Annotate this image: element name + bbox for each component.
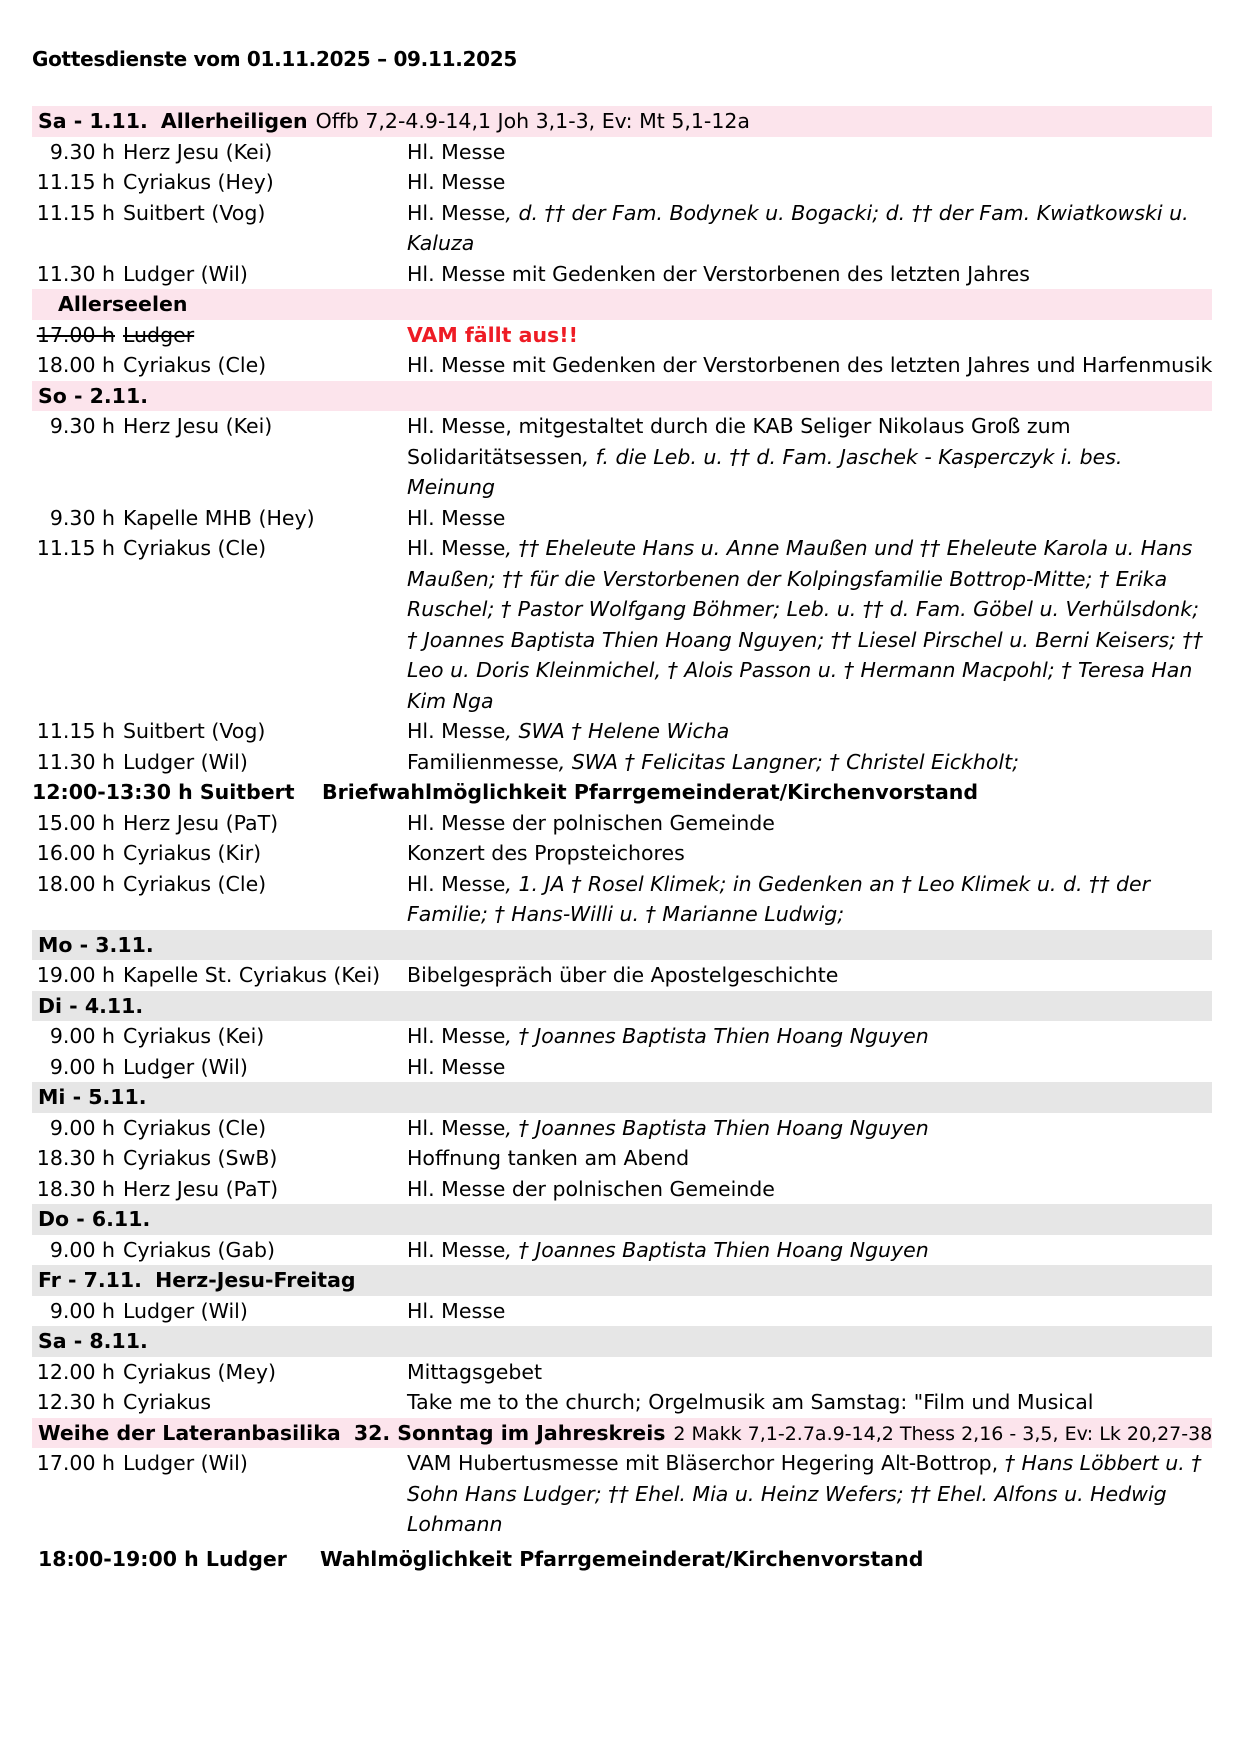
service-place: Herz Jesu (PaT) <box>123 810 279 835</box>
election-time: 12:00-13:30 h Suitbert <box>32 780 295 804</box>
service-row <box>32 533 1212 716</box>
service-place: Ludger (Wil) <box>123 261 248 286</box>
service-time: 18.00 h <box>36 353 115 377</box>
service-place: Suitbert (Vog) <box>123 200 266 225</box>
service-row <box>32 960 1212 991</box>
service-time: 9.30 h <box>49 505 115 530</box>
service-row-cancelled <box>32 320 1212 351</box>
service-time: 12.30 h <box>36 1390 115 1414</box>
service-time: 9.00 h <box>49 1298 115 1323</box>
election-text: Briefwahlmöglichkeit Pfarrgemeinderat/Kirchenvorstand <box>322 780 979 804</box>
service-row <box>32 1174 1212 1205</box>
day-header <box>32 1326 1212 1357</box>
service-description: Hl. Messe <box>407 1054 506 1079</box>
service-row <box>32 1357 1212 1388</box>
day-header <box>32 1204 1212 1235</box>
service-time: 9.00 h <box>49 1115 115 1140</box>
service-time: 11.15 h <box>36 200 115 225</box>
service-time: 9.30 h <box>49 414 115 438</box>
service-place: Herz Jesu (Kei) <box>123 139 273 164</box>
service-description: VAM Hubertusmesse mit Bläserchor Hegering Alt-Bottrop, † Hans Löbbert u. † Sohn Hans Ludger; †† Ehel. Mia u. Heinz Wefers; †† Ehel. Alfons u. Hedwig Lohmann <box>407 1451 1202 1536</box>
page-title: Gottesdienste vom 01.11.2025 – 09.11.2025 <box>32 47 517 71</box>
service-time: 11.15 h <box>36 170 115 194</box>
service-description: Bibelgespräch über die Apostelgeschichte <box>407 963 839 987</box>
service-row <box>32 716 1212 747</box>
service-description: Hl. Messe mit Gedenken der Verstorbenen des letzten Jahres und Harfenmusik <box>407 353 1213 377</box>
service-time: 18.30 h <box>36 1146 115 1170</box>
service-row <box>32 1448 1212 1540</box>
day-label: Sa - 8.11. <box>38 1329 148 1353</box>
service-place: Ludger <box>123 322 195 347</box>
service-place: Herz Jesu (Kei) <box>123 414 273 438</box>
service-time: 19.00 h <box>36 963 115 987</box>
service-description: Hl. Messe <box>407 1298 506 1323</box>
service-place: Cyriakus (Kei) <box>123 1024 265 1048</box>
day-label: So - 2.11. <box>38 383 148 408</box>
service-place: Kapelle St. Cyriakus (Kei) <box>123 963 381 987</box>
service-place: Ludger (Wil) <box>123 749 248 774</box>
service-description: Hl. Messe, †† Eheleute Hans u. Anne Maußen und †† Eheleute Karola u. Hans Maußen; †† für die Verstorbenen der Kolpingsfamilie Bottrop-Mitte; † Erika Ruschel; † Pastor Wolfgang Böhmer; Leb. u. †† d. Fam. Göbel u. Verhülsdonk; † Joannes Baptista Thien Hoang Nguyen; †† Liesel Pirschel u. Berni Keisers; †† Leo u. Doris Kleinmichel, † Alois Passon u. † Hermann Macpohl; † Teresa Han Kim Nga <box>407 536 1203 713</box>
service-place: Cyriakus (Gab) <box>123 1237 276 1262</box>
readings: Offb 7,2-4.9-14,1 Joh 3,1-3, Ev: Mt 5,1-12a <box>315 109 750 133</box>
service-place: Herz Jesu (PaT) <box>123 1176 279 1201</box>
service-place: Cyriakus (Cle) <box>123 536 267 560</box>
service-description: Konzert des Propsteichores <box>407 841 685 865</box>
service-row <box>32 167 1212 198</box>
service-description: Hl. Messe mit Gedenken der Verstorbenen des letzten Jahres <box>407 261 1030 286</box>
day-label: Sa - 1.11. <box>38 109 148 133</box>
service-place: Cyriakus (Hey) <box>123 170 274 194</box>
service-description: Hl. Messe <box>407 139 506 164</box>
service-place: Cyriakus (Kir) <box>123 841 262 865</box>
service-place: Cyriakus (SwB) <box>123 1146 278 1170</box>
service-description: Hl. Messe der polnischen Gemeinde <box>407 810 775 835</box>
service-row <box>32 259 1212 290</box>
service-time: 11.30 h <box>36 261 115 286</box>
service-description: Hl. Messe <box>407 170 506 194</box>
service-description: Hl. Messe <box>407 505 506 530</box>
service-row <box>32 411 1212 503</box>
service-row <box>32 1143 1212 1174</box>
service-description: Mittagsgebet <box>407 1359 543 1384</box>
service-row <box>32 1052 1212 1083</box>
day-label: Mi - 5.11. <box>38 1085 147 1109</box>
service-row <box>32 198 1212 259</box>
service-row <box>32 869 1212 930</box>
day-header <box>32 1082 1212 1113</box>
service-time: 9.30 h <box>49 139 115 164</box>
service-place: Suitbert (Vog) <box>123 719 266 743</box>
day-label: Fr - 7.11. <box>38 1268 142 1292</box>
service-row <box>32 1235 1212 1266</box>
day-label: Do - 6.11. <box>38 1207 151 1231</box>
feast-label: Allerheiligen <box>160 109 308 133</box>
service-time: 17.00 h <box>36 1451 115 1475</box>
feast-label: Weihe der Lateranbasilika <box>38 1420 341 1445</box>
service-row <box>32 838 1212 869</box>
schedule-table <box>32 106 1212 1574</box>
service-time: 18.00 h <box>36 871 115 896</box>
readings: 2 Makk 7,1-2.7a.9-14,2 Thess 2,16 - 3,5, Ev: Lk 20,27-38 <box>673 1422 1213 1445</box>
sunday-label: 32. Sonntag im Jahreskreis <box>353 1420 666 1445</box>
service-description: Hoffnung tanken am Abend <box>407 1146 690 1170</box>
cancellation-notice: VAM fällt aus!! <box>407 322 578 347</box>
service-time: 11.15 h <box>36 536 115 560</box>
service-place: Cyriakus (Mey) <box>123 1359 276 1384</box>
service-place: Cyriakus (Cle) <box>123 1115 267 1140</box>
service-row <box>32 350 1212 381</box>
day-header <box>32 381 1212 412</box>
day-label: Mo - 3.11. <box>38 932 154 957</box>
feast-header <box>32 1418 1212 1449</box>
service-place: Cyriakus <box>123 1390 212 1414</box>
service-description: Hl. Messe, † Joannes Baptista Thien Hoang Nguyen <box>407 1024 929 1048</box>
service-place: Ludger (Wil) <box>123 1298 248 1323</box>
day-header <box>32 1265 1212 1296</box>
service-time: 11.30 h <box>36 749 115 774</box>
service-row <box>32 747 1212 778</box>
service-description: Familienmesse, SWA † Felicitas Langner; † Christel Eickholt; <box>407 749 1020 774</box>
service-place: Ludger (Wil) <box>123 1451 248 1475</box>
feast-label: Herz-Jesu-Freitag <box>155 1268 356 1292</box>
service-time: 12.00 h <box>36 1359 115 1384</box>
service-description: Hl. Messe, SWA † Helene Wicha <box>407 719 730 743</box>
service-place: Cyriakus (Cle) <box>123 353 267 377</box>
service-place: Kapelle MHB (Hey) <box>123 505 315 530</box>
feast-label: Allerseelen <box>58 292 188 316</box>
service-description: Hl. Messe, d. †† der Fam. Bodynek u. Bogacki; d. †† der Fam. Kwiatkowski u. Kaluza <box>407 200 1189 255</box>
service-description: Hl. Messe, 1. JA † Rosel Klimek; in Gedenken an † Leo Klimek u. d. †† der Familie; † Hans-Willi u. † Marianne Ludwig; <box>407 871 1151 926</box>
election-notice <box>32 777 1212 808</box>
service-place: Ludger (Wil) <box>123 1054 248 1079</box>
service-time: 11.15 h <box>36 719 115 743</box>
service-time: 9.00 h <box>49 1054 115 1079</box>
service-description: Hl. Messe, mitgestaltet durch die KAB Seliger Nikolaus Groß zum Solidaritätsessen, f. die Leb. u. †† d. Fam. Jaschek - Kasperczyk i. bes. Meinung <box>407 414 1123 499</box>
service-description: Take me to the church; Orgelmusik am Samstag: "Film und Musical <box>407 1390 1094 1414</box>
service-time: 18.30 h <box>36 1176 115 1201</box>
day-header <box>32 991 1212 1022</box>
service-row <box>32 503 1212 534</box>
service-time: 9.00 h <box>49 1237 115 1262</box>
service-row <box>32 1296 1212 1327</box>
day-header <box>32 106 1212 137</box>
service-time: 17.00 h <box>36 322 115 347</box>
service-description: Hl. Messe der polnischen Gemeinde <box>407 1176 775 1201</box>
service-place: Cyriakus (Cle) <box>123 871 267 896</box>
day-header <box>32 930 1212 961</box>
service-row <box>32 1113 1212 1144</box>
day-label: Di - 4.11. <box>38 993 144 1018</box>
service-row <box>32 1021 1212 1052</box>
service-row <box>32 1387 1212 1418</box>
service-time: 9.00 h <box>49 1024 115 1048</box>
service-time: 15.00 h <box>36 810 115 835</box>
service-description: Hl. Messe, † Joannes Baptista Thien Hoang Nguyen <box>407 1115 929 1140</box>
service-row <box>32 808 1212 839</box>
service-description: Hl. Messe, † Joannes Baptista Thien Hoang Nguyen <box>407 1237 929 1262</box>
election-notice <box>32 1544 1212 1575</box>
service-row <box>32 137 1212 168</box>
election-text: Wahlmöglichkeit Pfarrgemeinderat/Kirchenvorstand <box>320 1546 924 1571</box>
election-time: 18:00-19:00 h Ludger <box>38 1546 287 1571</box>
service-time: 16.00 h <box>36 841 115 865</box>
feast-header <box>32 289 1212 320</box>
